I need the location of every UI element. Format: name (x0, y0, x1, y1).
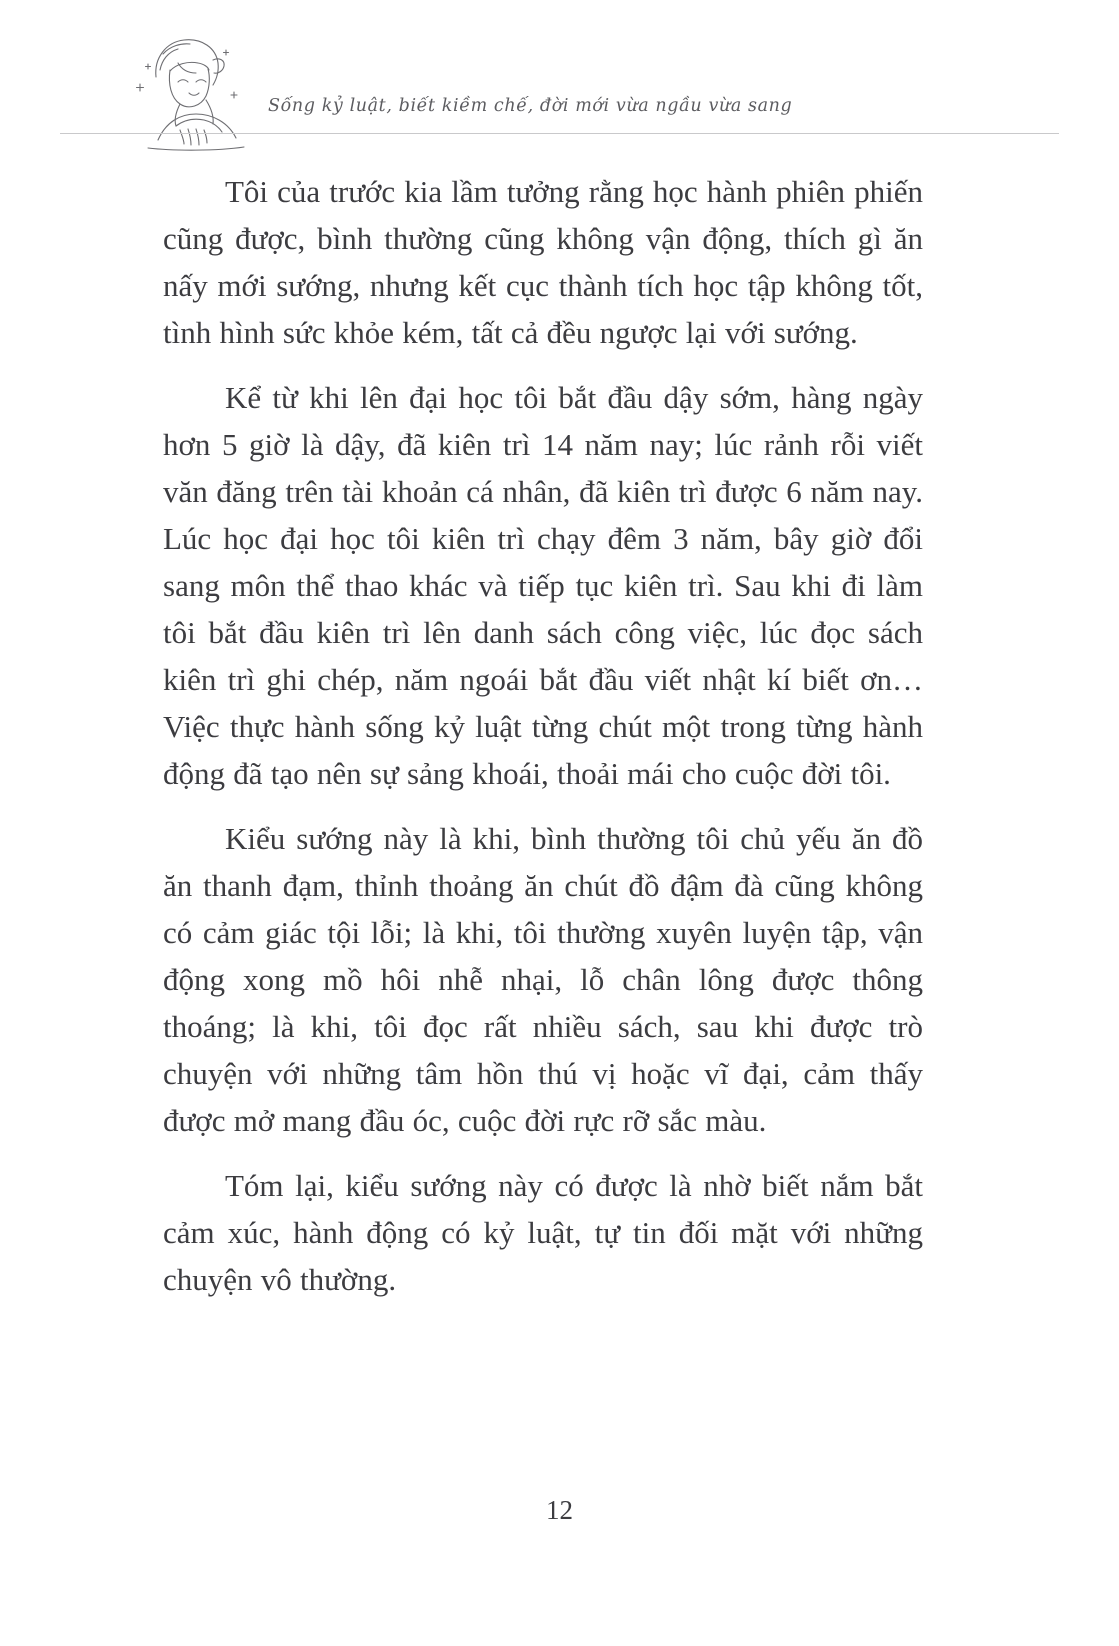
body-paragraph: Kiểu sướng này là khi, bình thường tôi chủ yếu ăn đồ ăn thanh đạm, thỉnh thoảng ăn chút đồ đậm đà cũng không có cảm giác tội lỗi; là khi, tôi thường xuyên luyện tập, vận động xong mồ hôi nhễ nhại, lỗ chân lông được thông thoáng; là khi, tôi đọc rất nhiều sách, sau khi được trò chuyện với những tâm hồn thú vị hoặc vĩ đại, cảm thấy được mở mang đầu óc, cuộc đời rực rỡ sắc màu. (163, 821, 923, 1138)
body-paragraph: Kể từ khi lên đại học tôi bắt đầu dậy sớm, hàng ngày hơn 5 giờ là dậy, đã kiên trì 14 năm nay; lúc rảnh rỗi viết văn đăng trên tài khoản cá nhân, đã kiên trì được 6 năm nay. Lúc học đại học tôi kiên trì chạy đêm 3 năm, bây giờ đổi sang môn thể thao khác và tiếp tục kiên trì. Sau khi đi làm tôi bắt đầu kiên trì lên danh sách công việc, lúc đọc sách kiên trì ghi chép, năm ngoái bắt đầu viết nhật kí biết ơn… Việc thực hành sống kỷ luật từng chút một trong từng hành động đã tạo nên sự sảng khoái, thoải mái cho cuộc đời tôi. (163, 380, 923, 791)
page-body (163, 168, 923, 1303)
header-divider (60, 133, 1059, 134)
page-header (100, 30, 1059, 140)
body-paragraph: Tóm lại, kiểu sướng này có được là nhờ biết nắm bắt cảm xúc, hành động có kỷ luật, tự tin đối mặt với những chuyện vô thường. (163, 1168, 923, 1297)
page-number: 12 (546, 1495, 573, 1525)
girl-resting-chin-line-drawing-icon (118, 30, 258, 155)
running-title: Sống kỷ luật, biết kiềm chế, đời mới vừa ngầu vừa sang (268, 96, 793, 116)
body-paragraph: Tôi của trước kia lầm tưởng rằng học hành phiên phiến cũng được, bình thường cũng không vận động, thích gì ăn nấy mới sướng, nhưng kết cục thành tích học tập không tốt, tình hình sức khỏe kém, tất cả đều ngược lại với sướng. (163, 174, 923, 350)
